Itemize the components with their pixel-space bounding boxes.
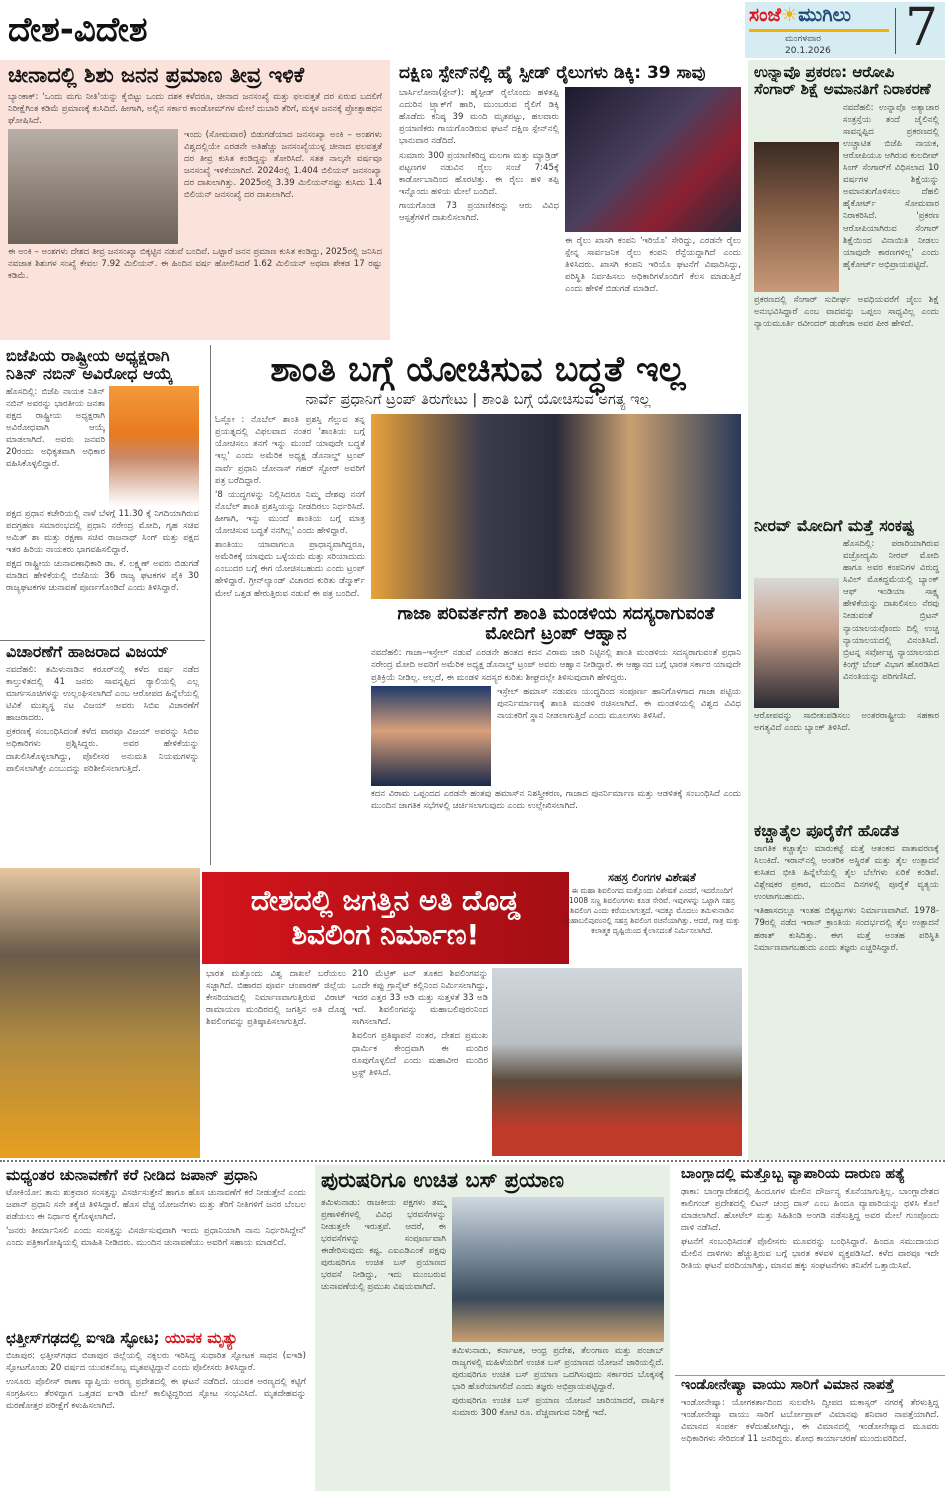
subheadline: ನಾರ್ವೆ ಪ್ರಧಾನಿಗೆ ಟ್ರಂಪ್ ತಿರುಗೇಟು | ಶಾಂತಿ ಬಗ್ಗೆ ಯೋಚಿಸುವ ಅಗತ್ಯ ಇಲ್ಲ [305, 392, 651, 409]
headline-banner: ದೇಶದಲ್ಲಿ ಜಗತ್ತಿನ ಅತಿ ದೊಡ್ಡ ಶಿವಲಿಂಗ ನಿರ್ಮಾಣ! [202, 872, 569, 964]
article-lead: ನವದೆಹಲಿ: ಗಾಜಾ–ಇಸ್ರೇಲ್ ನಡುವೆ ಎರಡನೇ ಹಂತದ ಕದನ ವಿರಾಮ ಜಾರಿ ನಿಟ್ಟಿನಲ್ಲಿ ಶಾಂತಿ ಮಂಡಳಿಯ ಸದಸ್ಯರಾಗುವಂತೆ ಪ್ರಧಾನಿ ನರೇಂದ್ರ ಮೋದಿ ಅವರಿಗೆ ಅಮೆರಿಕ ಅಧ್ಯಕ್ಷ ಡೊನಾಲ್ಡ್ ಟ್ರಂಪ್ ಅವರು ಆಹ್ವಾನ ನೀಡಿದ್ದಾರೆ. ಈ ಆಹ್ವಾನದ ಬಗ್ಗೆ ಭಾರತ ಸರ್ಕಾರ ಯಾವುದೇ ಪ್ರತಿಕ್ರಿಯೆ ನೀಡಿಲ್ಲ. ಅಲ್ಲದೆ, ಈ ಮಂಡಳಿ ಸದಸ್ಯರ ಕುರಿತು ಶೀಘ್ರದಲ್ಲೇ ತಿಳಿಸುವುದಾಗಿ ಹೇಳಿದ್ದರು. [371, 648, 741, 683]
photo-china-elephant [8, 129, 178, 244]
masthead-underline [749, 29, 889, 32]
article-column [352, 968, 488, 1153]
sun-icon: ☀ [781, 4, 799, 26]
photo-sengar [754, 142, 839, 292]
article-body: 210 ಮೆಟ್ರಿಕ್ ಟನ್ ತೂಕದ ಶಿವಲಿಂಗವನ್ನು ಒಂದೇ ಕಪ್ಪು ಗ್ರಾನೈಟ್ ಕಲ್ಲಿನಿಂದ ನಿರ್ಮಿಸಲಾಗಿದ್ದು, ಇದರ ಎತ್ತರ 33 ಅಡಿ ಮತ್ತು ಸುತ್ತಳತೆ 33 ಅಡಿ ಇದೆ. ಶಿವಲಿಂಗವನ್ನು ಮಹಾಬಲಿಪುರಂನಿಂದ ಸಾಗಿಸಲಾಗಿದೆ. [352, 969, 488, 1028]
headline: ಇಂಡೋನೇಷ್ಯಾ ವಾಯು ಸಾರಿಗೆ ವಿಮಾನ ನಾಪತ್ತೆ [681, 1377, 895, 1393]
article-lead: ಓಸ್ಲೋ : ನೊಬೆಲ್ ಶಾಂತಿ ಪ್ರಶಸ್ತಿ ಗೆಲ್ಲುವ ತನ್ನ ಪ್ರಯತ್ನದಲ್ಲಿ ವಿಫಲವಾದ ನಂತರ 'ಶಾಂತಿಯ ಬಗ್ಗೆ ಯೋಚಿಸಲು ತನಗೆ ಇನ್ನು ಮುಂದೆ ಯಾವುದೇ ಬದ್ಧತೆ ಇಲ್ಲ' ಎಂದು ಅಮೆರಿಕ ಅಧ್ಯಕ್ಷ ಡೊನಾಲ್ಡ್ ಟ್ರಂಪ್ ನಾರ್ವೆ ಪ್ರಧಾನಿ ಜೋನಾಸ್ ಗಹರ್ ಸ್ಟೋರ್ ಅವರಿಗೆ ಪತ್ರ ಬರೆದಿದ್ದಾರೆ. [215, 415, 365, 486]
article-lead: ಟೋಕಿಯೋ: ತಾನು ಶುಕ್ರವಾರ ಸಂಸತ್ತನ್ನು ವಿಸರ್ಜಿಸುತ್ತೇನೆ ಹಾಗೂ ಹೊಸ ಚುನಾವಣೆಗೆ ಕರೆ ನೀಡುತ್ತೇನೆ ಎಂದು ಜಪಾನ್ ಪ್ರಧಾನಿ ಸನೇ ತಕೈಚಿ ತಿಳಿಸಿದ್ದಾರೆ. ಹೊಸ ವೆಚ್ಚ ಯೋಜನೆಗಳು ಮತ್ತು ತೆರಿಗೆ ನೀತಿಗಳಿಗೆ ಜನರ ಬೆಂಬಲ ಪಡೆಯಲು ಈ ನಿರ್ಧಾರ ಕೈಗೊಳ್ಳಲಾಗಿದೆ. [6, 1187, 306, 1222]
photo-nitin-nabin [109, 386, 199, 506]
article-body: ಪಕ್ಷದ ಪ್ರಧಾನ ಕಚೇರಿಯಲ್ಲಿ ನಾಳೆ ಬೆಳಗ್ಗೆ 11.30 ಕ್ಕೆ ನಿಗದಿಯಾಗಿರುವ ಪದಗ್ರಹಣ ಸಮಾರಂಭದಲ್ಲಿ ಪ್ರಧಾನಿ ನರೇಂದ್ರ ಮೋದಿ, ಗೃಹ ಸಚಿವ ಅಮಿತ್ ಶಾ ಮತ್ತು ರಕ್ಷಣಾ ಸಚಿವ ರಾಜನಾಥ್ ಸಿಂಗ್ ಮತ್ತು ಪಕ್ಷದ ಇತರ ಹಿರಿಯ ನಾಯಕರು ಭಾಗವಹಿಸಲಿದ್ದಾರೆ. [6, 508, 199, 556]
article-body: ಈ ಅಂಕಿ – ಅಂಶಗಳು ದೇಶದ ತೀವ್ರ ಜನಸಂಖ್ಯಾ ಬಿಕ್ಕಟ್ಟಿನ ನಡುವೆ ಬಂದಿವೆ. ಒಟ್ಟಾರೆ ಜನನ ಪ್ರಮಾಣ ಕುಸಿತ ಕಂಡಿದ್ದು, 2025ರಲ್ಲಿ ಜನಿಸಿದ ನವಜಾತ ಶಿಶುಗಳ ಸಂಖ್ಯೆ ಕೇವಲ 7.92 ಮಿಲಿಯನ್. ಈ ಹಿಂದಿನ ವರ್ಷ ಹೋಲಿಸಿದರೆ 1.62 ಮಿಲಿಯನ್ ಅಥವಾ ಶೇಕಡ 17 ರಷ್ಟು ಕಡಿಮೆ. [8, 246, 382, 281]
article-lead: ಬಾರ್ಸಿಲೋನಾ(ಸ್ಪೇನ್): ಹೈಸ್ಪೀಡ್ ರೈಲೊಂದು ಹಳಿತಪ್ಪಿ ಎದುರಿನ ಟ್ರ್ಯಾಕ್‌ಗೆ ಹಾರಿ, ಮುಂಬರುವ ರೈಲಿಗೆ ಡಿಕ್ಕಿ ಹೊಡೆದು ಕನಿಷ್ಠ 39 ಮಂದಿ ಮೃತಪಟ್ಟು, ಹಲವಾರು ಪ್ರಯಾಣಿಕರು ಗಾಯಗೊಂಡಿರುವ ಘಟನೆ ದಕ್ಷಿಣ ಸ್ಪೇನ್‌ನಲ್ಲಿ ಭಾನುವಾರ ನಡೆದಿದೆ. [399, 88, 559, 147]
article-body: ಕದನ ವಿರಾಮ ಒಪ್ಪಂದದ ಎರಡನೇ ಹಂತವು ಹಮಾಸ್‌ನ ನಿಶಸ್ತ್ರೀಕರಣ, ಗಾಜಾದ ಪುನರ್ನಿರ್ಮಾಣ ಮತ್ತು ಆಡಳಿತಕ್ಕೆ ಸಂಬಂಧಿಸಿದೆ ಎಂದು ಮುಂದಿನ ಜಾಗತಿಕ ಸಭೆಗಳಲ್ಲಿ ಚರ್ಚಿಸಲಾಗುವುದು ಎಂದು ಉಲ್ಲೇಖಿಸಲಾಗಿದೆ. [371, 788, 741, 811]
article-lead: ಢಾಕಾ: ಬಾಂಗ್ಲಾದೇಶದಲ್ಲಿ ಹಿಂದೂಗಳ ಮೇಲಿನ ದೌರ್ಜನ್ಯ ಕೊನೆಯಾಗುತ್ತಿಲ್ಲ. ಬಾಂಗ್ಲಾದೇಶದ ಕಾಲಿಗಂಜ್ ಪ್ರದೇಶದಲ್ಲಿ ಲಿಟನ್ ಚಂದ್ರ ದಾಸ್ ಎಂಬ ಹಿಂದೂ ವ್ಯಾಪಾರಿಯನ್ನು ಥಳಿಸಿ ಕೊಲೆ ಮಾಡಲಾಗಿದೆ. ಹೋಟೆಲ್ ಮತ್ತು ಸಿಹಿತಿಂಡಿ ಅಂಗಡಿ ನಡೆಸುತ್ತಿದ್ದ ಅವರ ಮೇಲೆ ಗುಂಪೊಂದು ದಾಳಿ ನಡೆಸಿದೆ. [681, 1186, 939, 1233]
article-chhattisgarh [0, 1328, 312, 1491]
article-body: ಉಸೂರು ಪೊಲೀಸ್ ಠಾಣಾ ವ್ಯಾಪ್ತಿಯ ಅರಣ್ಯ ಪ್ರದೇಶದಲ್ಲಿ ಈ ಘಟನೆ ನಡೆದಿದೆ. ಯುವಕ ಅರಣ್ಯದಲ್ಲಿ ಕಟ್ಟಿಗೆ ಸಂಗ್ರಹಿಸಲು ತೆರಳಿದ್ದಾಗ ಒತ್ತಡದ ಐಇಡಿ ಮೇಲೆ ಕಾಲಿಟ್ಟಿದ್ದರಿಂದ ಸ್ಫೋಟ ಸಂಭವಿಸಿದೆ. ಮೃತದೇಹವನ್ನು ಮರಣೋತ್ತರ ಪರೀಕ್ಷೆಗೆ ಕಳುಹಿಸಲಾಗಿದೆ. [6, 1376, 306, 1412]
headline: ಬಿಜೆಪಿಯ ರಾಷ್ಟ್ರೀಯ ಅಧ್ಯಕ್ಷರಾಗಿ ನಿತಿನ್ ನಬಿನ್ ಅವಿರೋಧ ಆಯ್ಕೆ [6, 346, 173, 383]
article-shivalinga [0, 868, 745, 1158]
box-text: ಈ ಮಹಾ ಶಿವಲಿಂಗದ ಮತ್ತೊಂದು ವಿಶೇಷತೆ ಎಂದರೆ, ಇದರೊಂದಿಗೆ 1008 ಸಣ್ಣ ಶಿವಲಿಂಗಗಳು ಕೂಡ ಸೇರಿವೆ. ಇವುಗಳನ್ನು ಒಟ್ಟಾಗಿ ಸಹಸ್ರ ಶಿವಲಿಂಗ ಎಂದು ಕರೆಯಲಾಗುತ್ತದೆ. ಇದಕ್ಕೂ ಮೊದಲು ತಮಿಳುನಾಡಿನ ಮಹಾಬಲಿಪುರಂನಲ್ಲಿ ಸಹಸ್ರ ಶಿವಲಿಂಗ ರಚನೆಯಾಗಿತ್ತು. ಆದರೆ, ಗಾತ್ರ ಮತ್ತು ಕಲಾತ್ಮಕ ದೃಷ್ಟಿಯಿಂದ ಕೈಲಾಸದಂತೆ ನಿರ್ಮಿಸಲಾಗಿದೆ. [563, 886, 741, 936]
article-body: ಘಟನೆಗೆ ಸಂಬಂಧಿಸಿದಂತೆ ಪೊಲೀಸರು ಮೂವರನ್ನು ಬಂಧಿಸಿದ್ದಾರೆ. ಹಿಂದೂ ಸಮುದಾಯದ ಮೇಲಿನ ದಾಳಿಗಳು ಹೆಚ್ಚುತ್ತಿರುವ ಬಗ್ಗೆ ಭಾರತ ಕಳವಳ ವ್ಯಕ್ತಪಡಿಸಿದೆ. ಕಳೆದ ವಾರವೂ ಇದೇ ರೀತಿಯ ಘಟನೆ ವರದಿಯಾಗಿತ್ತು, ಮಾನವ ಹಕ್ಕು ಸಂಘಟನೆಗಳು ತನಿಖೆಗೆ ಒತ್ತಾಯಿಸಿವೆ. [681, 1237, 939, 1272]
article-lead: ಬ್ಯಾಂಕಾಕ್: 'ಒಂದು ಮಗು ನೀತಿ'ಯನ್ನು ಕೈಬಿಟ್ಟು ಒಂದು ದಶಕ ಕಳೆದರೂ, ಚೀನಾದ ಜನಸಂಖ್ಯೆ ಮತ್ತು ಫಲವತ್ತತೆ ದರ ಏರುವ ಬದಲಿಗೆ ನಿರೀಕ್ಷೆಗಿಂತ ಕಡಿಮೆ ಪ್ರಮಾಣಕ್ಕೆ ಕುಸಿದಿದೆ. ಹೀಗಾಗಿ, ಅಲ್ಲಿನ ಸರ್ಕಾರ ಕಾಂಡೋಮ್‌ಗಳ ಮೇಲೆ ದುಬಾರಿ ತೆರಿಗೆ, ಮಕ್ಕಳ ಜನನಕ್ಕೆ ಪ್ರೋತ್ಸಾಹಧನ ಘೋಷಿಸಿದೆ. [8, 91, 382, 126]
article-body: ಆರೋಪವನ್ನು ಸಾಬೀತುಪಡಿಸಲು ಅಂತರರಾಷ್ಟ್ರೀಯ ಸಹಕಾರ ಅಗತ್ಯವಿದೆ ಎಂದು ಬ್ಯಾಂಕ್ ತಿಳಿಸಿದೆ. [754, 710, 939, 733]
headline: ಬಾಂಗ್ಲಾದಲ್ಲಿ ಮತ್ತೊಬ್ಬ ವ್ಯಾಪಾರಿಯ ದಾರುಣ ಹತ್ಯೆ [681, 1166, 906, 1182]
headline: ಶಾಂತಿ ಬಗ್ಗೆ ಯೋಚಿಸುವ ಬದ್ಧತೆ ಇಲ್ಲ [270, 350, 686, 390]
article-indonesia [675, 1375, 945, 1491]
article-body: ತಮಿಳುನಾಡು, ಕರ್ನಾಟಕ, ಆಂಧ್ರ ಪ್ರದೇಶ, ತೆಲಂಗಾಣ ಮತ್ತು ಪಂಜಾಬ್ ರಾಜ್ಯಗಳಲ್ಲಿ ಮಹಿಳೆಯರಿಗೆ ಉಚಿತ ಬಸ್ ಪ್ರಯಾಣದ ಯೋಜನೆ ಜಾರಿಯಲ್ಲಿದೆ. ಪುರುಷರಿಗೂ ಉಚಿತ ಬಸ್ ಪ್ರಯಾಣ ಒದಗಿಸುವುದು ಸರ್ಕಾರದ ಬೊಕ್ಕಸಕ್ಕೆ ಭಾರಿ ಹೊರೆಯಾಗಲಿದೆ ಎಂದು ತಜ್ಞರು ಅಭಿಪ್ರಾಯಪಟ್ಟಿದ್ದಾರೆ. [452, 1345, 664, 1392]
article-body: ಈ ರೈಲು ಖಾಸಗಿ ಕಂಪನಿ 'ಇರಿಯೊ' ಸೇರಿದ್ದು, ಎರಡನೇ ರೈಲು ಸ್ಪೇನ್ನ ಸಾರ್ವಜನಿಕ ರೈಲು ಕಂಪನಿ ರೆನ್ಫೆಯದ್ದಾಗಿದೆ ಎಂದು ತಿಳಿಸಿದರು. ಖಾಸಗಿ ಕಂಪನಿ ಇರಿಯೊ ಘಟನೆಗೆ ವಿಷಾದಿಸಿದ್ದು, ಪರಿಸ್ಥಿತಿ ನಿರ್ವಹಿಸಲು ಅಧಿಕಾರಿಗಳೊಂದಿಗೆ ಕೆಲಸ ಮಾಡುತ್ತಿದೆ ಎಂದು ಹೇಳಿಕೆ ಬಿಡುಗಡೆ ಮಾಡಿದೆ. [565, 236, 741, 295]
photo-nirav-modi [754, 578, 839, 708]
section-title: ದೇಶ-ವಿದೇಶ [8, 10, 148, 50]
article-lead: ನವದೆಹಲಿ: ತಮಿಳುನಾಡಿನ ಕರೂರ್‌ನಲ್ಲಿ ಕಳೆದ ವರ್ಷ ನಡೆದ ಕಾಲ್ತುಳಿತದಲ್ಲಿ 41 ಜನರು ಸಾವನ್ನಪ್ಪಿದ ರ‍್ಯಾಲಿಯಲ್ಲಿ ಎಲ್ಲ ಮಾರ್ಗಸೂಚಿಗಳನ್ನು ಉಲ್ಲಂಘಿಸಲಾಗಿದೆ ಎಂಬ ಆರೋಪದ ಹಿನ್ನೆಲೆಯಲ್ಲಿ ಟಿವಿಕೆ ಮುಖ್ಯಸ್ಥ ನಟ ವಿಜಯ್ ಅವರು ಸಿಬಿಐ ವಿಚಾರಣೆಗೆ ಹಾಜರಾದರು. [6, 664, 199, 724]
divider [0, 1160, 945, 1162]
article-body: ಶಾಂತಿಯು ಯಾವಾಗಲೂ ಪ್ರಾಧಾನ್ಯವಾಗಿದ್ದರೂ, ಅಮೆರಿಕಕ್ಕೆ ಯಾವುದು ಒಳ್ಳೆಯದು ಮತ್ತು ಸರಿಯಾದುದು ಎಂಬುದರ ಬಗ್ಗೆ ಈಗ ಯೋಚಿಸಬಹುದು ಎಂದು ಟ್ರಂಪ್ ಹೇಳಿದ್ದಾರೆ. ಗ್ರೀನ್‌ಲ್ಯಾಂಡ್ ವಿಚಾರದ ಕುರಿತು ಡೆನ್ಮಾರ್ಕ್ ಮೇಲೆ ಒತ್ತಡ ಹೇರುತ್ತಿರುವ ನಡುವೆ ಈ ಪತ್ರ ಬಂದಿದೆ. [215, 540, 365, 599]
article-lead: ನವದೆಹಲಿ: ಉನ್ನಾವೊ ಅತ್ಯಾಚಾರ ಸಂತ್ರಸ್ತೆಯ ತಂದೆ ಜೈಲಿನಲ್ಲಿ ಸಾವನ್ನಪ್ಪಿದ ಪ್ರಕರಣದಲ್ಲಿ ಉಚ್ಚಾಟಿತ ಬಿಜೆಪಿ ನಾಯಕ, ಆರೋಪಿಯೂ ಆಗಿರುವ ಕುಲದೀಪ್ ಸಿಂಗ್ ಸೆಂಗಾರ್‌ಗೆ ವಿಧಿಸಲಾದ 10 ವರ್ಷಗಳ ಶಿಕ್ಷೆಯನ್ನು ಅಮಾನತುಗೊಳಿಸಲು ದೆಹಲಿ ಹೈಕೋರ್ಟ್ ಸೋಮವಾರ ನಿರಾಕರಿಸಿದೆ. 'ಪ್ರಕರಣ ಆರೋಪಿಯಾಗಿರುವ ಸೆಂಗಾರ್ ಶಿಕ್ಷೆಯಿಂದ ವಿನಾಯಿತಿ ನೀಡಲು ಯಾವುದೇ ಕಾರಣಗಳಿಲ್ಲ' ಎಂದು ಹೈಕೋರ್ಟ್ ಅಭಿಪ್ರಾಯಪಟ್ಟಿದೆ. [843, 102, 939, 270]
article-body: 'ಜನರು ತೀರ್ಮಾನಿಸಲಿ ಎಂದು ಸಂಸತ್ತನ್ನು ವಿಸರ್ಜಿಸುವುದಾಗಿ ಇಂದು ಪ್ರಧಾನಿಯಾಗಿ ನಾನು ನಿರ್ಧರಿಸಿದ್ದೇನೆ' ಎಂದು ಪತ್ರಿಕಾಗೋಷ್ಠಿಯಲ್ಲಿ ಮಾಹಿತಿ ನೀಡಿದರು. ಮುಂದಿನ ಚುನಾವಣೆಯು ಅವರಿಗೆ ಸಹಾಯ ಮಾಡಲಿದೆ. [6, 1226, 306, 1249]
article-body: ಸುಮಾರು 300 ಪ್ರಯಾಣಿಕರಿದ್ದ ಮಲಗಾ ಮತ್ತು ಮ್ಯಾಡ್ರಿಡ್ ಪಟ್ಟಣಗಳ ನಡುವಿನ ರೈಲು ಸಂಜೆ 7:45ಕ್ಕೆ ಕಾರ್ಡೋಬಾದಿಂದ ಹೊರಟಿತ್ತು. ಈ ರೈಲು ಹಳಿ ತಪ್ಪಿ ಇನ್ನೊಂದು ಹಳಿಯ ಮೇಲೆ ಬಂದಿದೆ. [399, 150, 559, 197]
headline: ಮಧ್ಯಂತರ ಚುನಾವಣೆಗೆ ಕರೆ ನೀಡಿದ ಜಪಾನ್ ಪ್ರಧಾನಿ [6, 1166, 258, 1184]
headline: ಪುರುಷರಿಗೂ ಉಚಿತ ಬಸ್ ಪ್ರಯಾಣ [321, 1168, 564, 1192]
masthead-date: 20.1.2026 [785, 46, 831, 56]
article-body: ಇಂದು (ಸೋಮವಾರ) ಬಿಡುಗಡೆಯಾದ ಜನಸಂಖ್ಯಾ ಅಂಕಿ – ಅಂಶಗಳು ವಿಶ್ವದಲ್ಲಿಯೇ ಎರಡನೇ ಅತಿಹೆಚ್ಚು ಜನಸಂಖ್ಯೆಯುಳ್ಳ ಚೀನಾದ ಫಲವತ್ತತೆ ದರ ತೀವ್ರ ಕುಸಿತ ಕಂಡಿದ್ದನ್ನು ತೋರಿಸಿದೆ. ಸತತ ನಾಲ್ಕನೇ ವರ್ಷವೂ ಜನಸಂಖ್ಯೆ ಇಳಿಕೆಯಾಗಿದೆ. 2024ರಲ್ಲಿ 1.404 ಬಿಲಿಯನ್ ಜನಸಂಖ್ಯಾ ದರ ದಾಖಲಾಗಿತ್ತು. 2025ರಲ್ಲಿ 3.39 ಮಿಲಿಯನ್‌ನಷ್ಟು ಕುಸಿದು 1.4 ಬಿಲಿಯನ್ ಜನಸಂಖ್ಯೆ ದರ ದಾಖಲಾಗಿದೆ. [184, 129, 382, 201]
photo-shivalinga [0, 868, 200, 1158]
article-japan [0, 1165, 312, 1325]
article-bangladesh [675, 1165, 945, 1365]
headline: ಛತ್ತೀಸ್‌ಗಢದಲ್ಲಿ ಐಇಡಿ ಸ್ಫೋಟ; ಯುವಕ ಮೃತ್ಯು [6, 1329, 239, 1347]
article-body: '8 ಯುದ್ಧಗಳನ್ನು ನಿಲ್ಲಿಸಿದರೂ ನಿಮ್ಮ ದೇಶವು ನನಗೆ ನೊಬೆಲ್ ಶಾಂತಿ ಪ್ರಶಸ್ತಿಯನ್ನು ನೀಡದಿರಲು ನಿರ್ಧರಿಸಿದೆ. ಹೀಗಾಗಿ, ಇನ್ನು ಮುಂದೆ ಶಾಂತಿಯ ಬಗ್ಗೆ ಮಾತ್ರ ಯೋಚಿಸುವ ಬದ್ಧತೆ ನನಗಿಲ್ಲ' ಎಂದು ಹೇಳಿದ್ದಾರೆ. [215, 489, 365, 537]
headline: ಉನ್ನಾವೊ ಪ್ರಕರಣ: ಆರೋಪಿ ಸೆಂಗಾರ್ ಶಿಕ್ಷೆ ಅಮಾನತಿಗೆ ನಿರಾಕರಣೆ [754, 63, 931, 98]
article-body: ಗಾಯಗೊಂಡ 73 ಪ್ರಯಾಣಿಕರನ್ನು ಆರು ವಿವಿಧ ಆಸ್ಪತ್ರೆಗಳಿಗೆ ದಾಖಲಿಸಲಾಗಿದೆ. [399, 200, 559, 223]
article-unnao [750, 62, 943, 512]
article-lead: ಜಾಗತಿಕ ಕಚ್ಚಾತೈಲ ಮಾರುಕಟ್ಟೆ ಮತ್ತೆ ಆತಂಕದ ವಾತಾವರಣಕ್ಕೆ ಸಿಲುಕಿದೆ. ಇರಾನ್‌ನಲ್ಲಿ ಆಂತರಿಕ ಅಸ್ಥಿರತೆ ಮತ್ತು ತೈಲ ಉತ್ಪಾದನೆ ಕುಸಿತದ ಭೀತಿ ಹಿನ್ನೆಲೆಯಲ್ಲಿ ತೈಲ ಬೆಲೆಗಳು ಏರಿಕೆ ಕಂಡಿವೆ. ವಿಶ್ಲೇಷಕರ ಪ್ರಕಾರ, ಮುಂದಿನ ದಿನಗಳಲ್ಲಿ ಪೂರೈಕೆ ವ್ಯತ್ಯಯ ಉಂಟಾಗಬಹುದು. [754, 843, 939, 903]
photo-shivalinga-transport [492, 968, 742, 1156]
article-body: ಇತಿಹಾಸದಲ್ಲೂ ಇಂತಹ ಬಿಕ್ಕಟ್ಟುಗಳು ನಿರ್ಮಾಣವಾಗಿವೆ. 1978-79ರಲ್ಲಿ ನಡೆದ ಇರಾನ್ ಕ್ರಾಂತಿಯ ಸಂದರ್ಭದಲ್ಲಿ ತೈಲ ಉತ್ಪಾದನೆ ಹಠಾತ್ ಕುಸಿದಿತ್ತು. ಈಗ ಮತ್ತೆ ಅಂತಹ ಪರಿಸ್ಥಿತಿ ನಿರ್ಮಾಣವಾಗಬಹುದು ಎಂದು ತಜ್ಞರು ಎಚ್ಚರಿಸಿದ್ದಾರೆ. [754, 906, 939, 953]
article-bus [315, 1165, 670, 1491]
page-number: 7 [905, 2, 939, 58]
article-lead: ಹೊಸದಿಲ್ಲಿ: ಪರಾರಿಯಾಗಿರುವ ವಜ್ರೋದ್ಯಮಿ ನೀರವ್ ಮೋದಿ ಹಾಗೂ ಅವರ ಕಂಪನಿಗಳ ವಿರುದ್ಧ ಸಿವಿಲ್ ಮೊಕದ್ದಮೆಯಲ್ಲಿ ಬ್ಯಾಂಕ್ ಆಫ್ ಇಂಡಿಯಾ ಸಾಕ್ಷ್ಯ ಹೇಳಿಕೆಯನ್ನು ದಾಖಲಿಸಲು ನೆರವು ನೀಡುವಂತೆ ಬ್ರಿಟನ್ ನ್ಯಾಯಾಲಯವೊಂದು ದಿಲ್ಲಿ ಉಚ್ಚ ನ್ಯಾಯಾಲಯದಲ್ಲಿ ವಿನಂತಿಸಿದೆ. ಬ್ರಿಟನ್ನ ಸರ್ವೋಚ್ಚ ನ್ಯಾಯಾಲಯದ ಕಿಂಗ್ಸ್ ಬೆಂಚ್ ವಿಭಾಗ ಹೊರಡಿಸಿದ ವಿನಂತಿಯನ್ನು ಪರಿಗಣಿಸಿದೆ. [843, 538, 939, 682]
article-body: ಪ್ರಕರಣಕ್ಕೆ ಸಂಬಂಧಿಸಿದಂತೆ ಕಳೆದ ವಾರವೂ ವಿಜಯ್ ಅವರನ್ನು ಸಿಬಿಐ ಅಧಿಕಾರಿಗಳು ಪ್ರಶ್ನಿಸಿದ್ದರು. ಅವರ ಹೇಳಿಕೆಯನ್ನು ದಾಖಲಿಸಿಕೊಳ್ಳಲಾಗಿದ್ದು, ಪೊಲೀಸರ ಅನುಮತಿ ನಿಯಮಗಳನ್ನು ಪಾಲಿಸಲಾಗಿತ್ತೇ ಎಂಬುದನ್ನು ಪರಿಶೀಲಿಸಲಾಗುತ್ತಿದೆ. [6, 727, 199, 774]
headline: ಚೀನಾದಲ್ಲಿ ಶಿಶು ಜನನ ಪ್ರಮಾಣ ತೀವ್ರ ಇಳಿಕೆ [8, 63, 305, 87]
article-lead: ತಮಿಳುನಾಡು: ರಾಜಕೀಯ ಪಕ್ಷಗಳು ತಮ್ಮ ಪ್ರಣಾಳಿಕೆಗಳಲ್ಲಿ ವಿವಿಧ ಭರವಸೆಗಳನ್ನು ನೀಡುತ್ತಲೇ ಇರುತ್ತವೆ. ಆದರೆ, ಈ ಭರವಸೆಗಳನ್ನು ಸಂಪೂರ್ಣವಾಗಿ ಈಡೇರಿಸುವುದು ಕಷ್ಟ. ಎಐಎಡಿಎಂಕೆ ಪಕ್ಷವು ಪುರುಷರಿಗೂ ಉಚಿತ ಬಸ್ ಪ್ರಯಾಣದ ಭರವಸೆ ನೀಡಿದ್ದು, ಇದು ಮುಂಬರುವ ಚುನಾವಣೆಯಲ್ಲಿ ಪ್ರಮುಖ ವಿಷಯವಾಗಿದೆ. [321, 1197, 446, 1293]
article-body: ಪ್ರಕರಣದಲ್ಲಿ ಸೆಂಗಾರ್ ಸುದೀರ್ಘ ಅವಧಿಯವರೆಗೆ ಜೈಲು ಶಿಕ್ಷೆ ಅನುಭವಿಸಿದ್ದಾರೆ ಎಂಬ ವಾದವನ್ನು ಒಪ್ಪಲು ಸಾಧ್ಯವಿಲ್ಲ ಎಂದು ನ್ಯಾಯಮೂರ್ತಿ ರವೀಂದರ್ ಡುಡೇಜಾ ಅವರ ಪೀಠ ಹೇಳಿದೆ. [754, 294, 939, 329]
article-bjp [0, 345, 205, 635]
masthead-day: ಮಂಗಳವಾರ [785, 34, 822, 44]
headline: ಗಾಜಾ ಪರಿವರ್ತನೆಗೆ ಶಾಂತಿ ಮಂಡಳಿಯ ಸದಸ್ಯರಾಗುವಂತೆ ಮೋದಿಗೆ ಟ್ರಂಪ್ ಆಹ್ವಾನ [397, 604, 715, 644]
masthead-logo: ಸಂಜೆ☀ಮುಗಿಲು [749, 4, 851, 26]
photo-train-crash [565, 87, 741, 232]
article-nirav [750, 515, 943, 815]
article-trump [210, 345, 745, 865]
article-body: ಪಕ್ಷದ ರಾಷ್ಟ್ರೀಯ ಚುನಾವಣಾಧಿಕಾರಿ ಡಾ. ಕೆ. ಲಕ್ಷ್ಮಣ್ ಅವರು ಬಿಡುಗಡೆ ಮಾಡಿದ ಹೇಳಿಕೆಯಲ್ಲಿ ಬಿಜೆಪಿಯ 36 ರಾಜ್ಯ ಘಟಕಗಳ ಪೈಕಿ 30 ರಾಜ್ಯಘಟಕಗಳ ಚುನಾವಣೆ ಪೂರ್ಣಗೊಂಡಿದೆ ಎಂದು ತಿಳಿಸಿದ್ದಾರೆ. [6, 559, 199, 594]
article-lead: ಭಾರತ ಮತ್ತೊಂದು ವಿಶ್ವ ದಾಖಲೆ ಬರೆಯಲು ಸಜ್ಜಾಗಿದೆ. ಬಿಹಾರದ ಪೂರ್ವ ಚಂಪಾರಣ್ ಜಿಲ್ಲೆಯ ಕೇಸರಿಯಾದಲ್ಲಿ ನಿರ್ಮಾಣವಾಗುತ್ತಿರುವ ವಿರಾಟ್ ರಾಮಾಯಣ ಮಂದಿರದಲ್ಲಿ ಜಗತ್ತಿನ ಅತಿ ದೊಡ್ಡ ಶಿವಲಿಂಗವನ್ನು ಪ್ರತಿಷ್ಠಾಪಿಸಲಾಗುತ್ತಿದೆ. [206, 969, 346, 1028]
photo-trump [371, 686, 491, 786]
article-lead: ಹೊಸದಿಲ್ಲಿ: ಬಿಜೆಪಿ ನಾಯಕ ನಿತಿನ್ ನಬಿನ್ ಅವರನ್ನು ಭಾರತೀಯ ಜನತಾ ಪಕ್ಷದ ರಾಷ್ಟ್ರೀಯ ಅಧ್ಯಕ್ಷರಾಗಿ ಅವಿರೋಧವಾಗಿ ಆಯ್ಕೆ ಮಾಡಲಾಗಿದೆ. ಅವರು ಜನವರಿ 20ರಂದು ಅಧಿಕೃತವಾಗಿ ಅಧಿಕಾರ ವಹಿಸಿಕೊಳ್ಳಲಿದ್ದಾರೆ. [6, 386, 105, 470]
article-crude-oil [750, 820, 943, 1160]
masthead-divider [895, 8, 896, 54]
article-lead: ಇಂಡೋನೇಷ್ಯಾ: ಯೋಗಕರ್ತಾದಿಂದ ಸುಲವೇಸಿ ದ್ವೀಪದ ಮಕಾಸ್ಸರ್ ನಗರಕ್ಕೆ ತೆರಳುತ್ತಿದ್ದ ಇಂಡೋನೇಷ್ಯಾ ವಾಯು ಸಾರಿಗೆ ಟರ್ಬೋಪ್ರಾಪ್ ವಿಮಾನವು ಶನಿವಾರ ನಾಪತ್ತೆಯಾಗಿದೆ. ವಿಮಾನದ ಸಂಪರ್ಕ ಕಳೆದುಹೋಗಿದ್ದು, ಈ ವಿಮಾನದಲ್ಲಿ ಇಂಡೋನೇಷ್ಯಾದ ಮೂವರು ಅಧಿಕಾರಿಗಳು ಸೇರಿದಂತೆ 11 ಜನರಿದ್ದರು. ಶೋಧ ಕಾರ್ಯಾಚರಣೆ ಮುಂದುವರಿದಿದೆ. [681, 1397, 939, 1444]
headline: ನೀರವ್ ಮೋದಿಗೆ ಮತ್ತೆ ಸಂಕಷ್ಟ [754, 516, 915, 535]
article-spain [395, 60, 745, 340]
box-title: ಸಹಸ್ರ ಲಿಂಗಗಳ ವಿಶೇಷತೆ [608, 871, 696, 884]
sidebar-box [562, 872, 742, 967]
article-lead: ಬಿಜಾಪುರ: ಛತ್ತೀಸ್‌ಗಢದ ಬಿಜಾಪುರ ಜಿಲ್ಲೆಯಲ್ಲಿ ನಕ್ಸಲರು ಇರಿಸಿದ್ದ ಸುಧಾರಿತ ಸ್ಫೋಟಕ ಸಾಧನ (ಐಇಡಿ) ಸ್ಫೋಟಗೊಂಡು 20 ವರ್ಷದ ಯುವಕನೊಬ್ಬ ಮೃತಪಟ್ಟಿದ್ದಾನೆ ಎಂದು ಪೊಲೀಸರು ತಿಳಿಸಿದ್ದಾರೆ. [6, 1350, 306, 1373]
article-body: ಇಸ್ರೇಲ್ ಹಮಾಸ್ ನಡುವಣ ಯುದ್ಧದಿಂದ ಸಂಪೂರ್ಣ ಹಾನಿಗೊಳಗಾದ ಗಾಜಾ ಪಟ್ಟಿಯ ಪುನರ್ನಿರ್ಮಾಣಕ್ಕೆ ಶಾಂತಿ ಮಂಡಳಿ ರಚಿಸಲಾಗಿದೆ. ಈ ಮಂಡಳಿಯಲ್ಲಿ ವಿಶ್ವದ ವಿವಿಧ ನಾಯಕರಿಗೆ ಸ್ಥಾನ ನೀಡಲಾಗುತ್ತಿದೆ ಎಂದು ಮೂಲಗಳು ತಿಳಿಸಿವೆ. [497, 686, 741, 721]
headline: ದಕ್ಷಿಣ ಸ್ಪೇನ್‌ನಲ್ಲಿ ಹೈ ಸ್ಪೀಡ್ ರೈಲುಗಳು ಡಿಕ್ಕಿ: 39 ಸಾವು [399, 63, 706, 83]
article-body: ಪುರುಷರಿಗೂ ಉಚಿತ ಬಸ್ ಪ್ರಯಾಣ ಯೋಜನೆ ಜಾರಿಯಾದರೆ, ವಾರ್ಷಿಕ ಸುಮಾರು 300 ಕೋಟಿ ರೂ. ವೆಚ್ಚವಾಗುವ ನಿರೀಕ್ಷೆ ಇದೆ. [452, 1395, 664, 1418]
masthead [745, 2, 945, 58]
photo-modi-trump [371, 414, 741, 599]
article-body: ಶಿವಲಿಂಗ ಪ್ರತಿಷ್ಠಾಪನೆ ನಂತರ, ದೇಶದ ಪ್ರಮುಖ ಧಾರ್ಮಿಕ ಕೇಂದ್ರವಾಗಿ ಈ ಮಂದಿರ ರೂಪುಗೊಳ್ಳಲಿದೆ ಎಂದು ಮಹಾವೀರ ಮಂದಿರ ಟ್ರಸ್ಟ್ ತಿಳಿಸಿದೆ. [352, 1031, 488, 1078]
photo-bus-stand [452, 1197, 664, 1342]
article-vijay [0, 640, 205, 865]
headline: ವಿಚಾರಣೆಗೆ ಹಾಜರಾದ ವಿಜಯ್ [6, 642, 169, 661]
headline: ಕಚ್ಚಾತೈಲ ಪೂರೈಕೆಗೆ ಹೊಡೆತ [754, 821, 900, 840]
article-china [0, 60, 390, 340]
